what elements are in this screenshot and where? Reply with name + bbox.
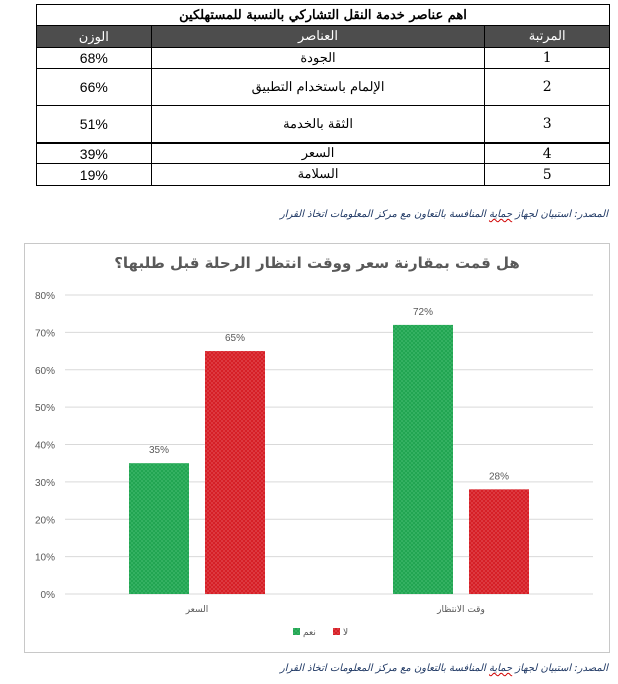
element-cell: الجودة [151, 48, 485, 69]
bar [393, 325, 453, 594]
rank-cell: 3 [485, 106, 610, 144]
y-tick-label: 50% [34, 403, 55, 415]
header-element: العناصر [151, 26, 485, 48]
table-row [37, 143, 610, 164]
source-squiggle-word: حماية [488, 663, 513, 674]
element-cell: السلامة [151, 164, 485, 186]
source-suffix: المنافسة بالتعاون مع مركز المعلومات اتخاذ القرار [279, 209, 486, 220]
y-tick-label: 70% [34, 328, 55, 340]
source-note-bottom [280, 663, 608, 674]
header-rank: المرتبة [485, 26, 610, 48]
chart-title: هل قمت بمقارنة سعر ووقت انتظار الرحلة قبل طلبها؟ [114, 254, 520, 272]
element-cell: الإلمام باستخدام التطبيق [151, 69, 485, 106]
legend-swatch [333, 628, 340, 635]
source-prefix: المصدر: استبيان لجهاز [515, 663, 608, 674]
legend-label: نعم [303, 628, 316, 638]
table-row [37, 48, 610, 69]
weight-cell: 68% [37, 48, 152, 69]
y-tick-label: 10% [34, 552, 55, 564]
source-suffix: المنافسة بالتعاون مع مركز المعلومات اتخاذ القرار [279, 663, 486, 674]
rank-cell: 5 [485, 164, 610, 186]
bar [205, 351, 265, 594]
table-row [37, 69, 610, 106]
chart-area [24, 243, 610, 653]
weight-cell: 39% [37, 143, 152, 164]
rank-cell: 2 [485, 69, 610, 106]
weight-cell: 19% [37, 164, 152, 186]
table-title: اهم عناصر خدمة النقل التشاركي بالنسبة للمستهلكين [37, 5, 610, 26]
source-note-top [280, 209, 608, 220]
table-row [37, 106, 610, 144]
header-weight: الوزن [37, 26, 152, 48]
element-cell: الثقة بالخدمة [151, 106, 485, 144]
bar [129, 463, 189, 594]
weight-cell: 66% [37, 69, 152, 106]
bar-chart [25, 244, 609, 652]
legend-swatch [293, 628, 300, 635]
legend-label: لا [343, 628, 349, 638]
weight-cell: 51% [37, 106, 152, 144]
y-tick-label: 30% [34, 477, 55, 489]
element-cell: السعر [151, 143, 485, 164]
x-category-label: وقت الانتظار [437, 605, 485, 615]
y-tick-label: 20% [34, 515, 55, 527]
data-label: 72% [412, 306, 434, 318]
rank-cell: 4 [485, 143, 610, 164]
data-label: 35% [148, 445, 170, 457]
source-squiggle-word: حماية [488, 209, 513, 220]
x-category-label: السعر [185, 605, 209, 615]
rank-cell: 1 [485, 48, 610, 69]
y-tick-label: 60% [34, 365, 55, 377]
elements-table [36, 4, 610, 186]
table-row [37, 164, 610, 186]
y-tick-label: 80% [34, 291, 55, 302]
y-tick-label: 40% [34, 440, 55, 452]
source-prefix: المصدر: استبيان لجهاز [515, 209, 608, 220]
data-label: 28% [488, 471, 510, 483]
bar [469, 489, 529, 594]
y-tick-label: 0% [40, 590, 55, 601]
data-label: 65% [224, 333, 246, 345]
